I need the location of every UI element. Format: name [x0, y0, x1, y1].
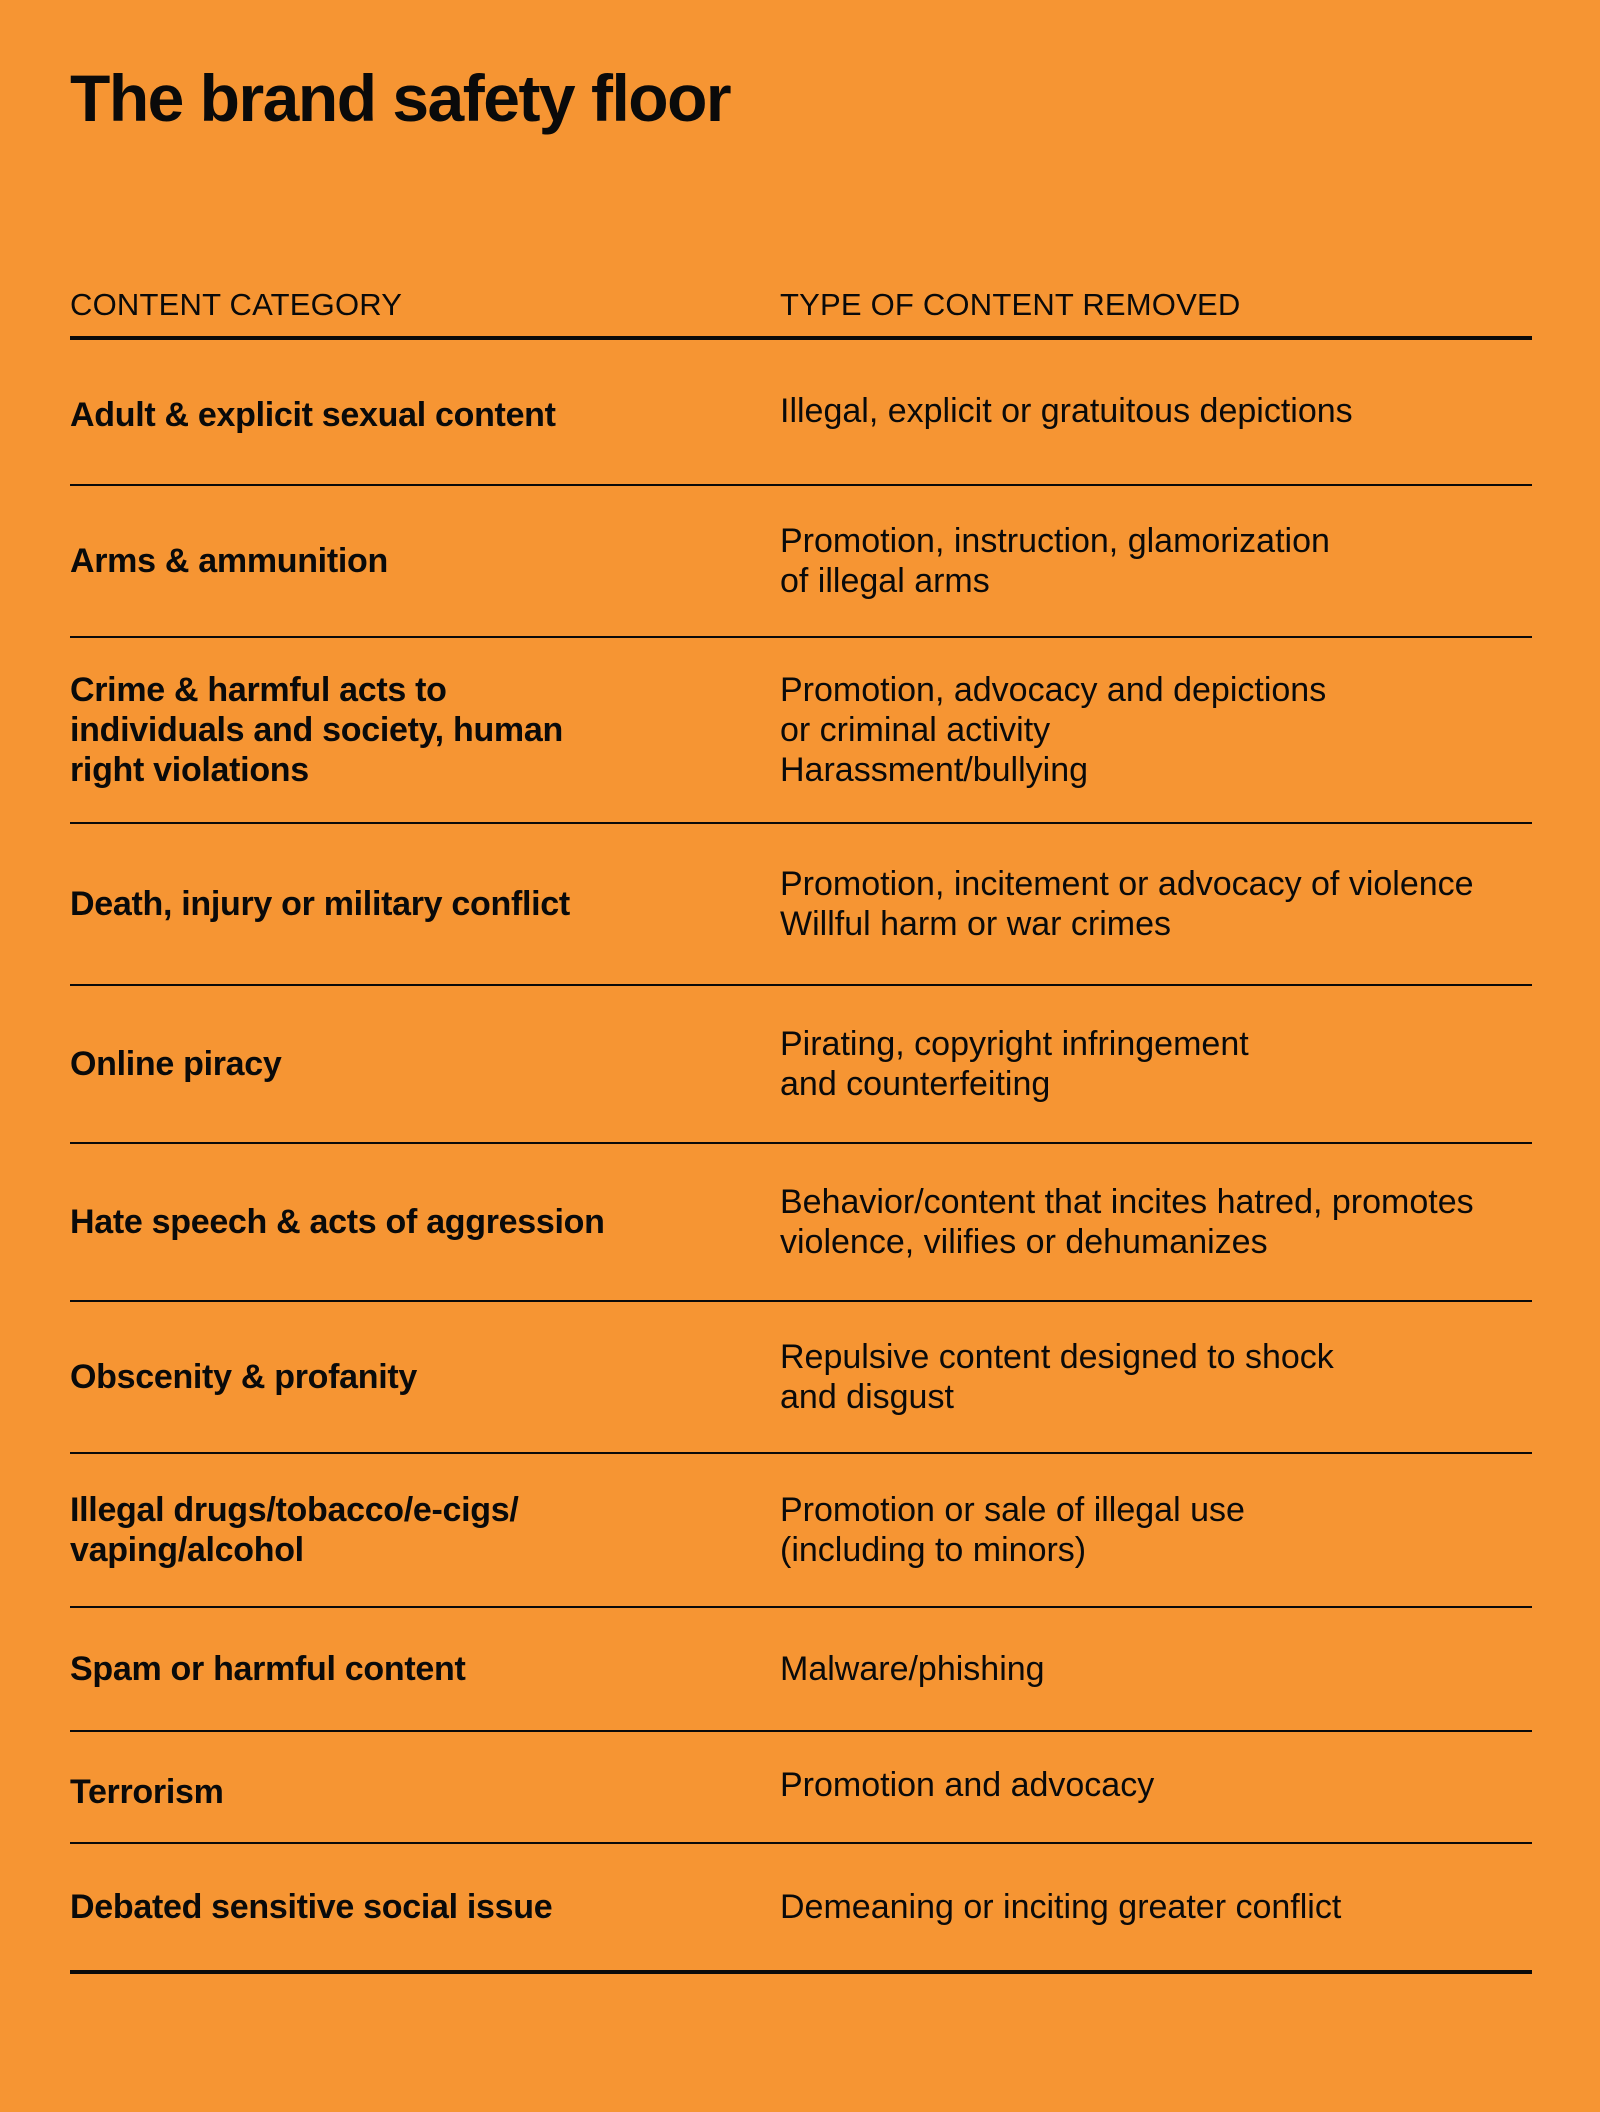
row-content-removed: Demeaning or inciting greater conflict — [780, 1888, 1342, 1926]
row-category: Illegal drugs/tobacco/e-cigs/ vaping/alcohol — [70, 1491, 519, 1569]
row-content-removed: Promotion, incitement or advocacy of violence Willful harm or war crimes — [780, 865, 1474, 943]
header-content-category: CONTENT CATEGORY — [70, 287, 403, 322]
row-category: Terrorism — [70, 1773, 224, 1811]
table-row — [70, 1844, 1532, 1974]
row-category: Adult & explicit sexual content — [70, 396, 556, 434]
header-content-removed: TYPE OF CONTENT REMOVED — [780, 287, 1241, 322]
row-category: Debated sensitive social issue — [70, 1888, 553, 1926]
brand-safety-table — [70, 274, 1532, 1974]
row-content-removed: Illegal, explicit or gratuitous depictions — [780, 392, 1353, 430]
row-category: Spam or harmful content — [70, 1650, 466, 1688]
table-row — [70, 1454, 1532, 1608]
row-category: Death, injury or military conflict — [70, 885, 570, 923]
row-category: Online piracy — [70, 1045, 282, 1083]
row-category: Obscenity & profanity — [70, 1358, 417, 1396]
table-row — [70, 1732, 1532, 1844]
row-category: Arms & ammunition — [70, 542, 388, 580]
table-header — [70, 274, 1532, 340]
table-row — [70, 1608, 1532, 1732]
row-content-removed: Pirating, copyright infringement and counterfeiting — [780, 1025, 1249, 1103]
row-category: Hate speech & acts of aggression — [70, 1203, 605, 1241]
page-title: The brand safety floor — [70, 61, 731, 135]
row-content-removed: Promotion, advocacy and depictions or criminal activity Harassment/bullying — [780, 671, 1327, 789]
table-row — [70, 340, 1532, 486]
table-row — [70, 486, 1532, 638]
table-row — [70, 986, 1532, 1144]
row-content-removed: Promotion, instruction, glamorization of illegal arms — [780, 522, 1330, 600]
row-content-removed: Promotion or sale of illegal use (including to minors) — [780, 1491, 1245, 1569]
row-category: Crime & harmful acts to individuals and society, human right violations — [70, 671, 563, 789]
table-row — [70, 1302, 1532, 1454]
row-content-removed: Promotion and advocacy — [780, 1766, 1155, 1804]
table-row — [70, 824, 1532, 986]
row-content-removed: Repulsive content designed to shock and disgust — [780, 1338, 1334, 1416]
table-row — [70, 1144, 1532, 1302]
table-row — [70, 638, 1532, 824]
row-content-removed: Behavior/content that incites hatred, promotes violence, vilifies or dehumanizes — [780, 1183, 1474, 1261]
row-content-removed: Malware/phishing — [780, 1650, 1045, 1688]
